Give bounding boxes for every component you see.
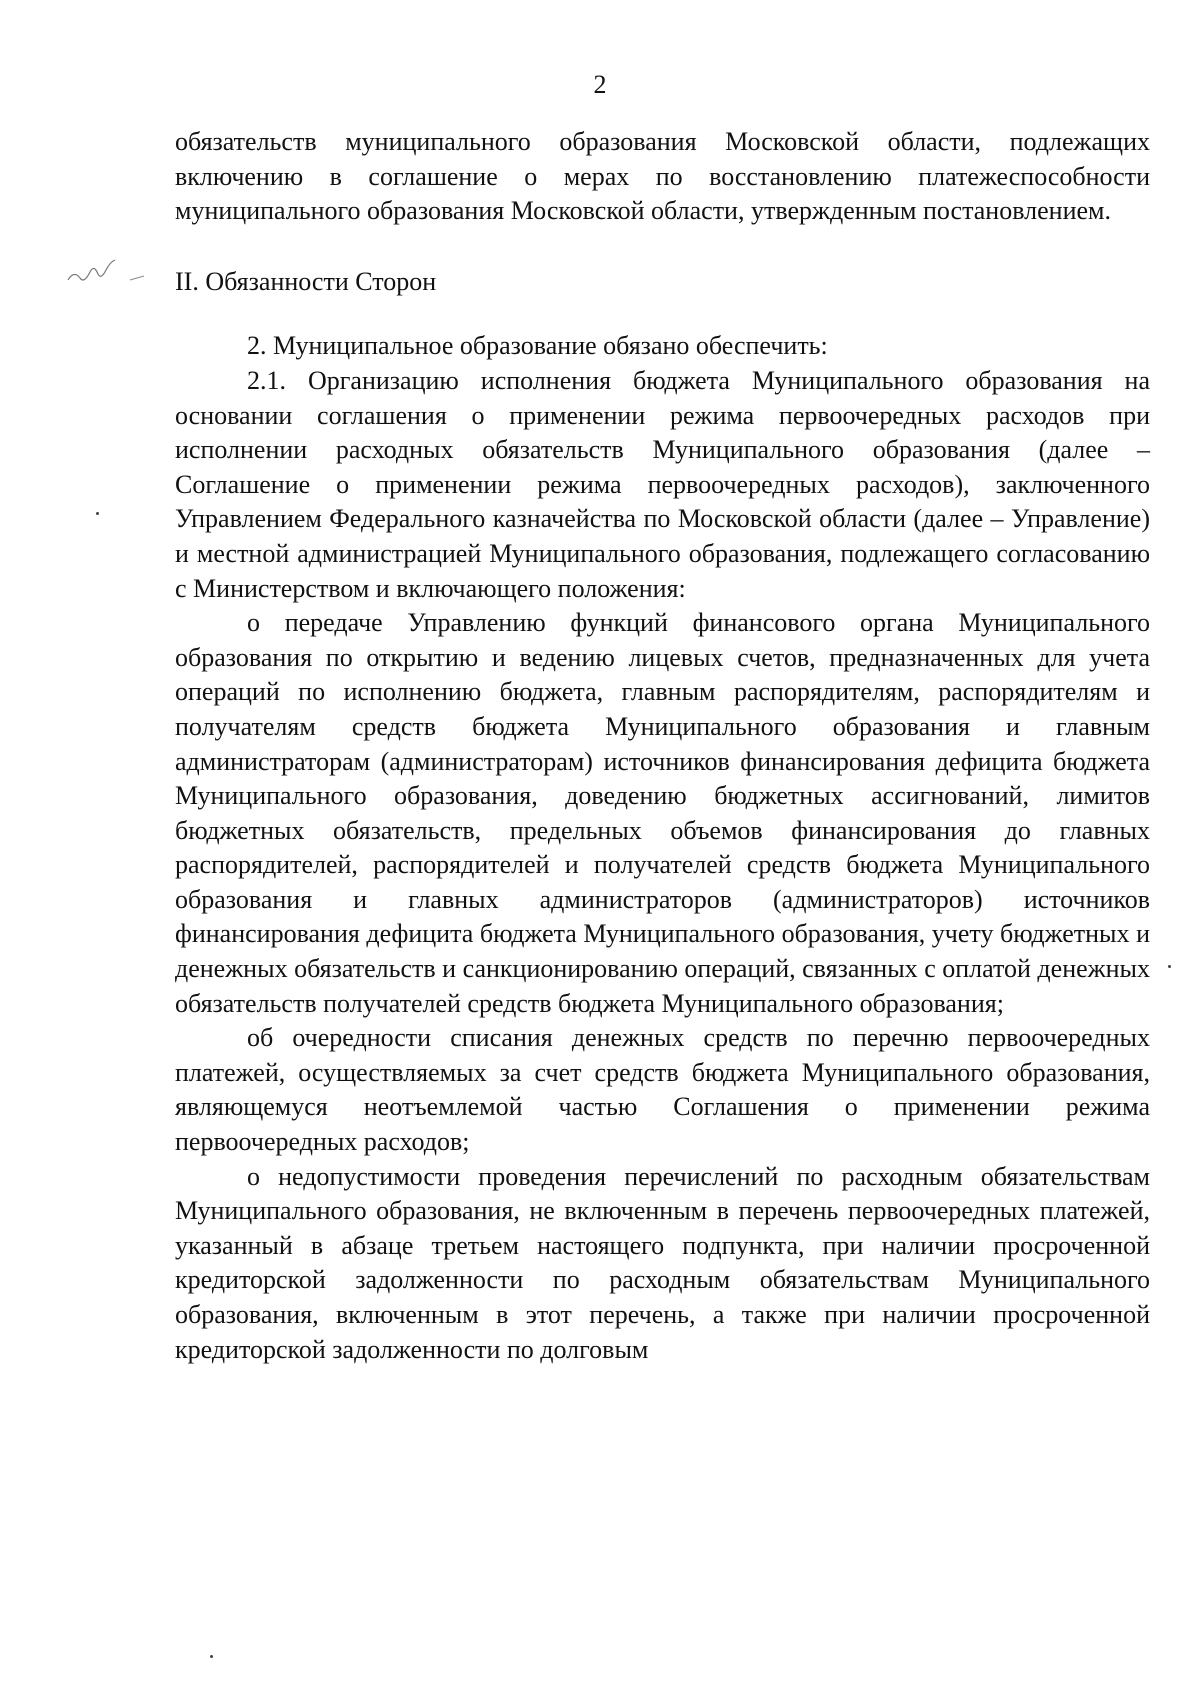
paragraph: о недопустимости проведения перечислений по расходным обязательствам Муниципального образования, не включенным в перечень первоочередных платежей, указанный в абзаце третьем настоящего подпункта, при наличии просроченной кредиторской задолженности по расходным обязательствам Муниципального образования, включенным в этот перечень, а также при наличии просроченной кредиторской задолженности по долговым [175, 1161, 1150, 1364]
paragraph: о передаче Управлению функций финансового органа Муниципального образования по открытию и ведению лицевых счетов, предназначенных для учета операций по исполнению бюджета, главным распорядителям, распорядителям и получателям средств бюджета Муниципального образования и главным администраторам (администраторам) источников финансирования дефицита бюджета Муниципального образования, доведению бюджетных ассигнований, лимитов бюджетных обязательств, предельных объемов финансирования до главных распорядителей, распорядителей и получателей средств бюджета Муниципального образования и главных администраторов (администраторов) источников финансирования дефицита бюджета Муниципального образования, учету бюджетных и денежных обязательств и санкционированию операций, связанных с оплатой денежных обязательств получателей средств бюджета Муниципального образования; [175, 608, 1150, 1018]
handwritten-mark [60, 250, 150, 290]
scan-speck [210, 1655, 213, 1658]
paragraph: 2.1. Организацию исполнения бюджета Муниципального образования на основании соглашения о применении режима первоочередных расходов при исполнении расходных обязательств Муниципального образования (далее – Соглашение о применении режима первоочередных расходов), заключенного Управлением Федерального казначейства по Московской области (далее – Управление) и местной администрацией Муниципального образования, подлежащего согласованию с Министерством и включающего положения: [175, 365, 1150, 603]
continuation-paragraph: обязательств муниципального образования Московской области, подлежащих включению в соглашение о мерах по восстановлению платежеспособности муниципального образования Московской области, утвержденным постановлением. [175, 127, 1150, 226]
section-heading: II. Обязанности Сторон [175, 266, 437, 296]
scan-speck [96, 512, 99, 515]
scan-speck [1168, 965, 1171, 968]
document-body [175, 125, 1150, 1367]
page-number: 2 [593, 70, 607, 99]
paragraph: 2. Муниципальное образование обязано обеспечить: [247, 331, 828, 361]
paragraph: об очередности списания денежных средств по перечню первоочередных платежей, осуществляемых за счет средств бюджета Муниципального образования, являющемуся неотъемлемой частью Соглашения о применении режима первоочередных расходов; [175, 1023, 1150, 1157]
